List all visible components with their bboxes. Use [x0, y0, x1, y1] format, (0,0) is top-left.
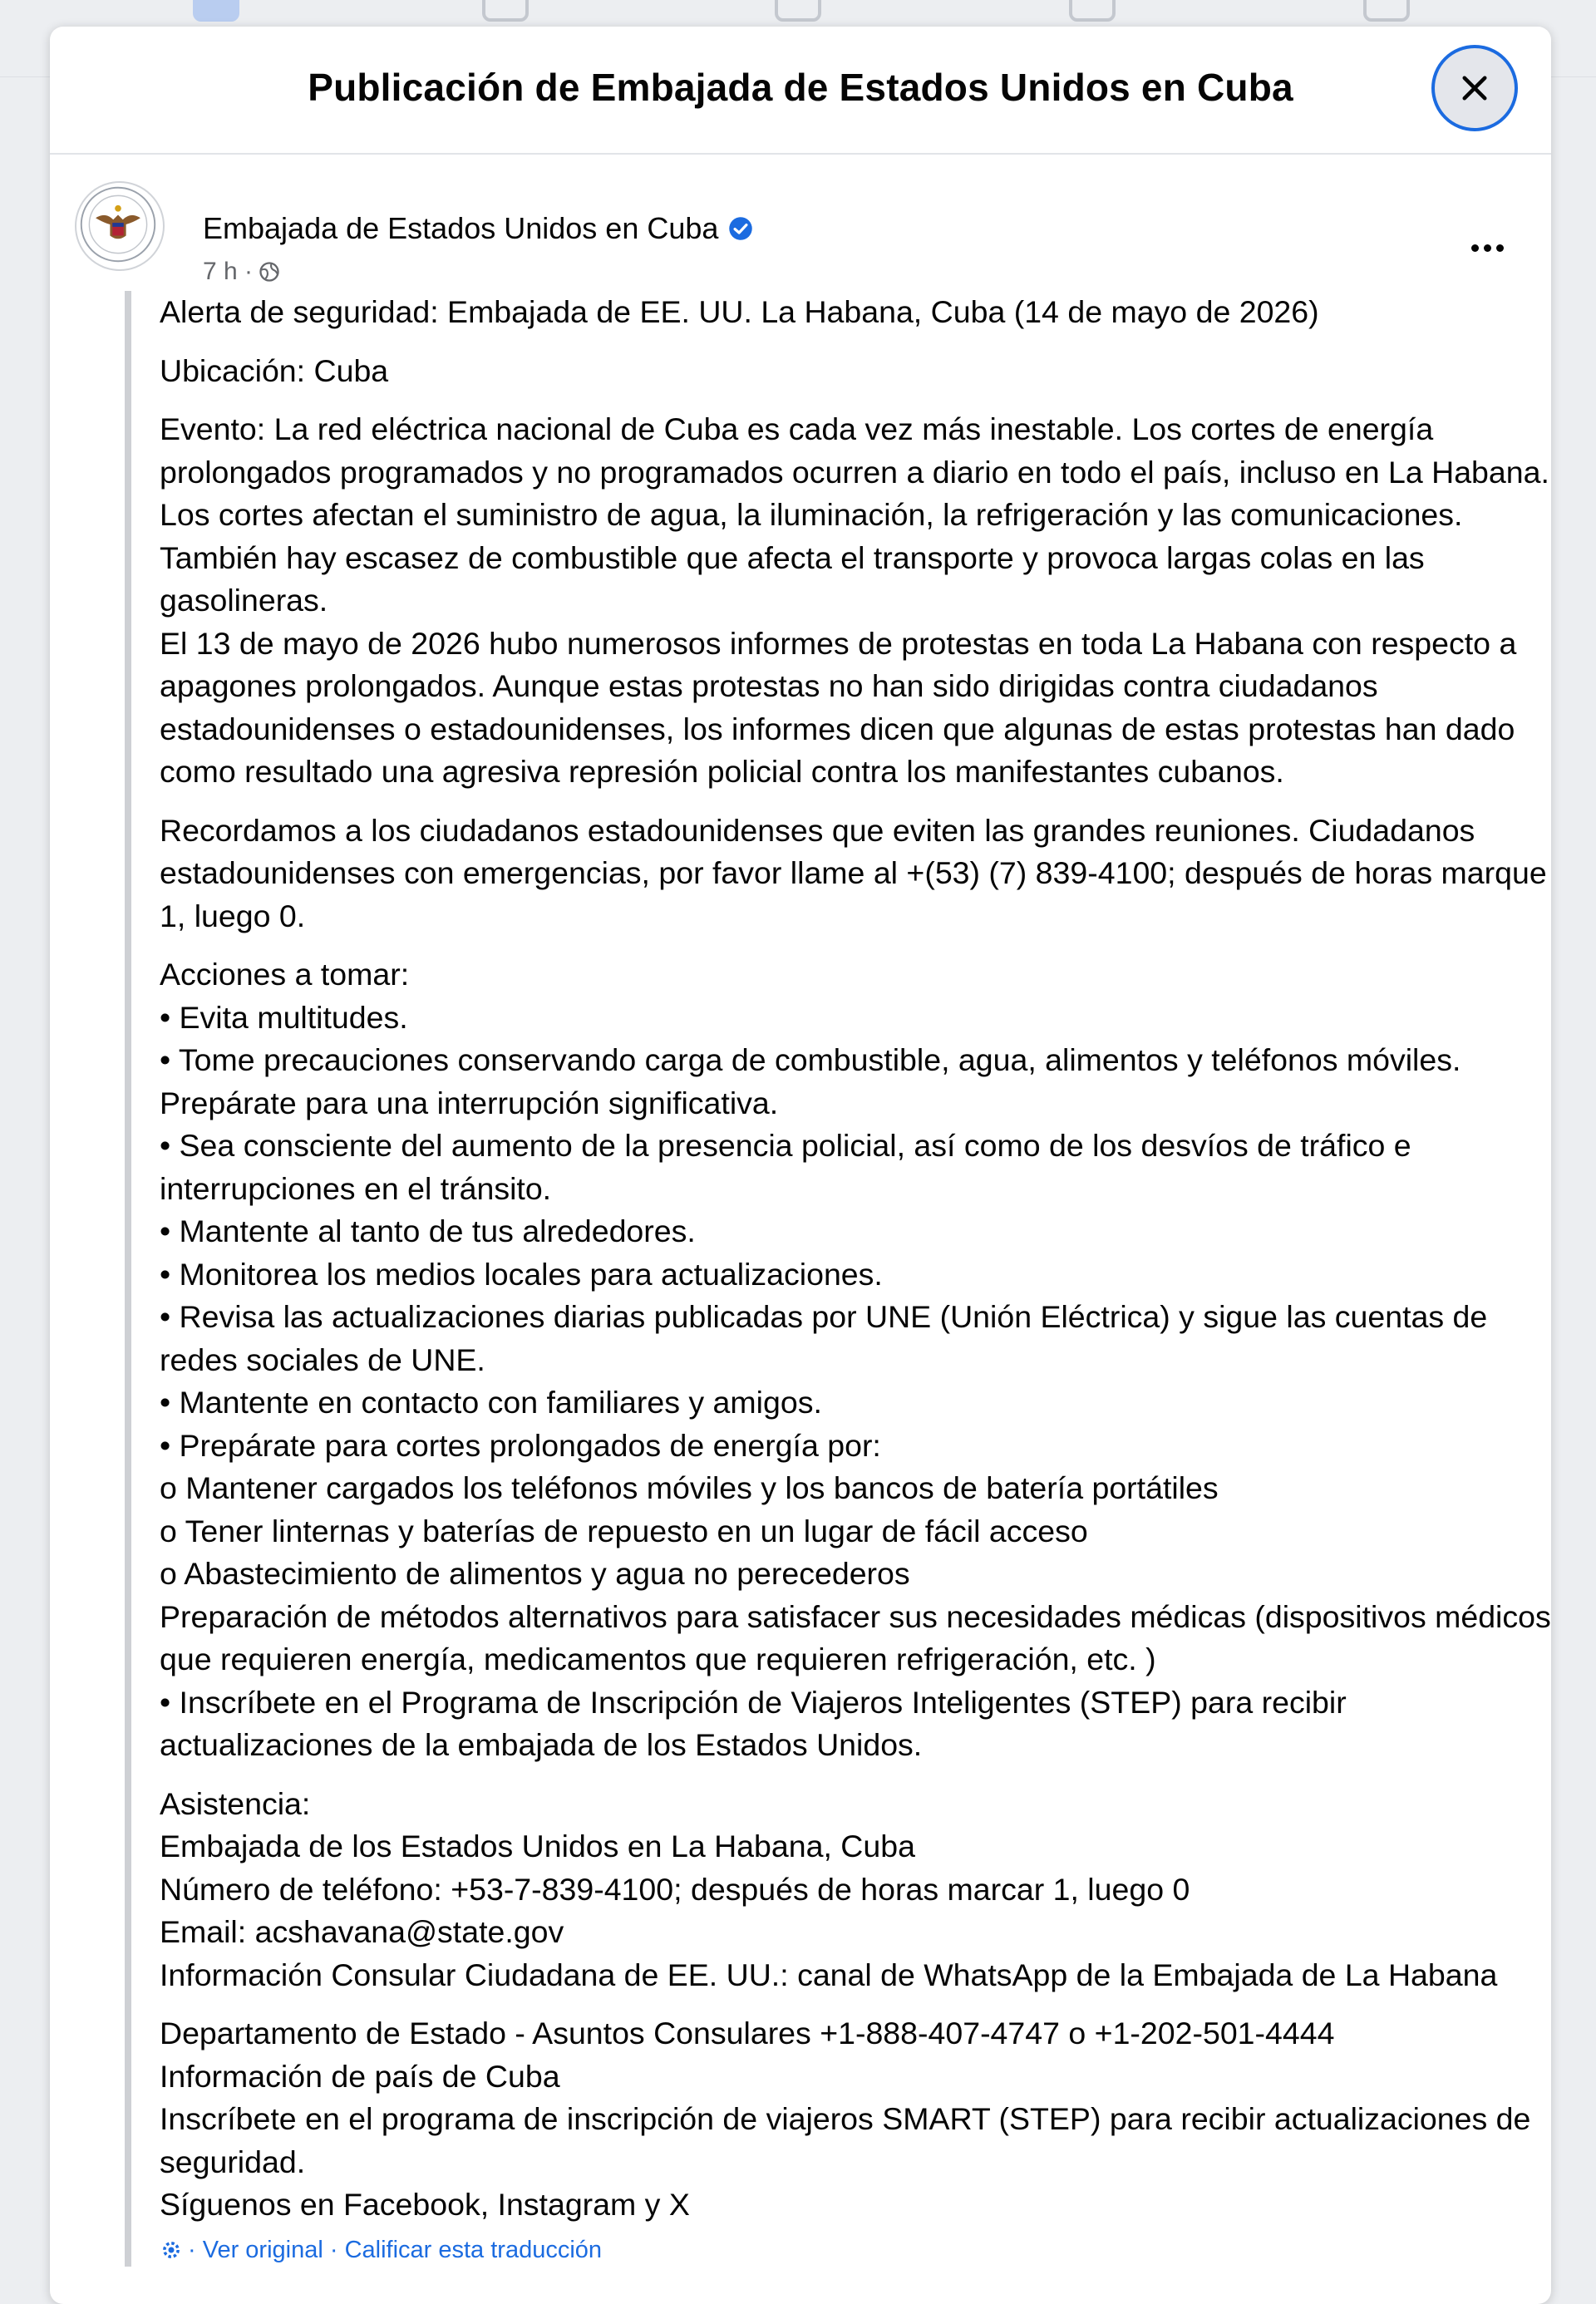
more-dot	[1496, 244, 1504, 252]
close-icon	[1457, 71, 1492, 106]
more-options-button[interactable]	[1458, 231, 1516, 264]
author-name-text[interactable]: Embajada de Estados Unidos en Cuba	[203, 211, 719, 245]
translate-gear-icon[interactable]	[160, 2238, 183, 2262]
marketplace-nav-icon[interactable]	[775, 0, 821, 22]
post-paragraph-reminder: Recordamos a los ciudadanos estadounidenses que eviten las grandes reuniones. Ciudadanos estadounidenses con emergencias, por favor llame al +(53) (7) 839-4100; después de horas marque 1, luego 0.	[160, 812, 1547, 933]
post-paragraph-assistance: Asistencia: Embajada de los Estados Unidos en La Habana, Cuba Número de teléfono: +53-7-839-4100; después de horas marcar 1, luego 0 Email: acshavana@state.gov Información Consular Ciudadana de EE. UU.: canal de WhatsApp de la Embajada de La Habana	[160, 1785, 1498, 1992]
translation-footer	[160, 2233, 1551, 2267]
verified-badge-icon	[728, 216, 753, 241]
embassy-seal-icon	[76, 183, 160, 266]
more-dot	[1471, 244, 1479, 252]
groups-nav-icon[interactable]	[1069, 0, 1116, 22]
modal-title: Publicación de Embajada de Estados Unidos en Cuba	[308, 66, 1293, 109]
post-paragraph-location: Ubicación: Cuba	[160, 352, 389, 388]
home-nav-icon[interactable]	[193, 0, 239, 22]
gaming-nav-icon[interactable]	[1363, 0, 1410, 22]
post-paragraph-actions: Acciones a tomar: • Evita multitudes. • Tome precauciones conservando carga de combustible, agua, alimentos y teléfonos móviles. Prepárate para una interrupción significativa. • Sea consciente del aumento de la presencia policial, así como de los desvíos de tráfico e interrupciones en el tránsito. • Mantente al tanto de tus alrededores. • Monitorea los medios locales para actualizaciones. • Revisa las actualizaciones diarias publicadas por UNE (Unión Eléctrica) y sigue las cuentas de redes sociales de UNE. • Mantente en contacto con familiares y amigos. • Prepárate para cortes prolongados de energía por: o Mantener cargados los teléfonos móviles y los bancos de batería portátiles o Tener linternas y baterías de repuesto en un lugar de fácil acceso o Abastecimiento de alimentos y agua no perecederos Preparación de métodos alternativos para satisfacer sus necesidades médicas (dispositivos médicos que requieren energía, medicamentos que requieren refrigeración, etc. ) • Inscríbete en el Programa de Inscripción de Viajeros Inteligentes (STEP) para recibir actualizaciones de la embajada de los Estados Unidos.	[160, 957, 1551, 1762]
translation-links[interactable]: · Ver original · Calificar esta traducción	[188, 2236, 603, 2263]
globe-icon	[258, 260, 281, 283]
avatar[interactable]	[75, 181, 165, 271]
modal-header	[50, 27, 1551, 155]
post-time[interactable]: 7 h ·	[203, 258, 254, 285]
post-paragraph-title: Alerta de seguridad: Embajada de EE. UU. La Habana, Cuba (14 de mayo de 2026)	[160, 294, 1319, 329]
author-name[interactable]	[203, 211, 753, 246]
post-paragraph-event: Evento: La red eléctrica nacional de Cuba es cada vez más inestable. Los cortes de energía prolongados programados y no programados ocurren a diario en todo el país, incluso en La Habana. Los cortes afectan el suministro de agua, la iluminación, la refrigeración y las comunicaciones. También hay escasez de combustible que afecta el transporte y provoca largas colas en las gasolineras. El 13 de mayo de 2026 hubo numerosos informes de protestas en toda La Habana con respecto a apagones prolongados. Aunque estas protestas no han sido dirigidas contra ciudadanos estadounidenses o estadounidenses, los informes dicen que algunas de estas protestas han dado como resultado una agresiva represión policial contra los manifestantes cubanos.	[160, 411, 1549, 789]
post-meta	[203, 258, 281, 286]
close-button[interactable]	[1431, 45, 1518, 131]
post-body	[125, 291, 1551, 2267]
post-modal	[50, 27, 1551, 2304]
post-header	[75, 181, 1521, 298]
more-dot	[1484, 244, 1491, 252]
post-paragraph-state-department: Departamento de Estado - Asuntos Consulares +1-888-407-4747 o +1-202-501-4444 Información de país de Cuba Inscríbete en el programa de inscripción de viajeros SMART (STEP) para recibir actualizaciones de seguridad. Síguenos en Facebook, Instagram y X	[160, 2016, 1531, 2222]
video-nav-icon[interactable]	[482, 0, 529, 22]
